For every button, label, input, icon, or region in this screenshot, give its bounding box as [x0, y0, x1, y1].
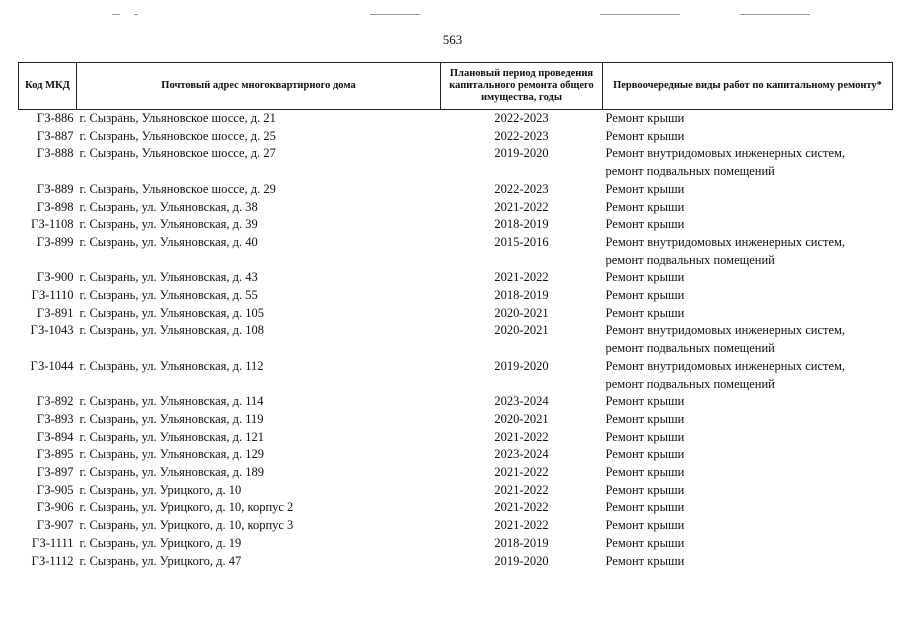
cell-works: [603, 393, 893, 411]
table-row: [19, 464, 893, 482]
cell-works: [603, 305, 893, 323]
work-line: Ремонт крыши: [605, 482, 685, 497]
table-row: [19, 287, 893, 305]
work-line: Ремонт крыши: [605, 199, 685, 214]
cell-works: [603, 110, 893, 128]
cell-code: ГЗ-888: [36, 146, 74, 161]
cell-period: 2020-2021: [494, 305, 549, 320]
cell-works: [603, 216, 893, 234]
cell-address: г. Сызрань, ул. Урицкого, д. 19: [79, 535, 242, 550]
cell-period: 2023-2024: [494, 394, 549, 409]
cell-address: г. Сызрань, Ульяновское шоссе, д. 25: [79, 128, 276, 143]
cell-code: ГЗ-887: [36, 128, 74, 143]
cell-address: г. Сызрань, ул. Урицкого, д. 10, корпус 2: [79, 500, 294, 515]
work-line: Ремонт крыши: [605, 394, 685, 409]
cell-works: [603, 322, 893, 357]
cell-period: 2023-2024: [494, 447, 549, 462]
cell-code: ГЗ-898: [36, 199, 74, 214]
cell-period: 2022-2023: [494, 128, 549, 143]
cell-period: 2019-2020: [494, 358, 549, 373]
table-row: [19, 305, 893, 323]
cell-works: [603, 234, 893, 269]
cell-period: 2021-2022: [494, 500, 549, 515]
cell-code: ГЗ-897: [36, 465, 74, 480]
cell-works: [603, 553, 893, 571]
cell-period: 2021-2022: [494, 482, 549, 497]
cell-code: ГЗ-891: [36, 305, 74, 320]
table-row: [19, 535, 893, 553]
header-works: Первоочередные виды работ по капитальному ремонту*: [603, 63, 893, 110]
table-row: [19, 429, 893, 447]
cell-code: ГЗ-900: [36, 270, 74, 285]
cell-address: г. Сызрань, ул. Ульяновская, д. 114: [79, 394, 264, 409]
work-line: Ремонт крыши: [605, 553, 685, 568]
work-line: Ремонт крыши: [605, 411, 685, 426]
cell-works: [603, 411, 893, 429]
table-row: [19, 411, 893, 429]
work-line: Ремонт крыши: [605, 288, 685, 303]
cell-period: 2022-2023: [494, 111, 549, 125]
work-line: Ремонт крыши: [605, 500, 685, 515]
work-line: Ремонт крыши: [605, 111, 685, 125]
cell-address: г. Сызрань, ул. Ульяновская, д. 43: [79, 270, 258, 285]
table-header-row: [19, 63, 893, 110]
cell-period: 2021-2022: [494, 465, 549, 480]
work-line: Ремонт внутридомовых инженерных систем,: [605, 323, 846, 338]
work-line: Ремонт крыши: [605, 535, 685, 550]
work-line: Ремонт крыши: [605, 270, 685, 285]
table-row: [19, 482, 893, 500]
table-row: [19, 269, 893, 287]
cell-address: г. Сызрань, ул. Ульяновская, д. 38: [79, 199, 258, 214]
header-address: Почтовый адрес многоквартирного дома: [77, 63, 441, 110]
cell-period: 2018-2019: [494, 288, 549, 303]
cell-works: [603, 517, 893, 535]
work-line: ремонт подвальных помещений: [605, 376, 775, 391]
cell-period: 2021-2022: [494, 429, 549, 444]
cell-code: ГЗ-899: [36, 234, 74, 249]
cell-address: г. Сызрань, ул. Ульяновская, д. 39: [79, 217, 258, 232]
cell-address: г. Сызрань, ул. Ульяновская, д. 129: [79, 447, 265, 462]
cell-code: ГЗ-889: [36, 181, 74, 196]
page-number: 563: [442, 32, 463, 47]
capital-repair-table: [18, 62, 893, 570]
cell-period: 2019-2020: [494, 553, 549, 568]
cell-works: [603, 145, 893, 180]
cell-code: ГЗ-895: [36, 447, 74, 462]
table-row: [19, 128, 893, 146]
cell-period: 2021-2022: [494, 518, 549, 533]
table-row: [19, 181, 893, 199]
cell-address: г. Сызрань, ул. Ульяновская, д. 108: [79, 323, 265, 338]
scan-artifact-dash: [740, 14, 810, 15]
cell-works: [603, 358, 893, 393]
table-row: [19, 199, 893, 217]
cell-works: [603, 499, 893, 517]
work-line: ремонт подвальных помещений: [605, 341, 775, 356]
cell-works: [603, 181, 893, 199]
table-row: [19, 234, 893, 269]
table-row: [19, 393, 893, 411]
cell-address: г. Сызрань, Ульяновское шоссе, д. 21: [79, 111, 276, 125]
cell-address: г. Сызрань, Ульяновское шоссе, д. 29: [79, 181, 276, 196]
work-line: Ремонт крыши: [605, 305, 685, 320]
cell-period: 2021-2022: [494, 199, 549, 214]
table-body: [19, 110, 893, 571]
scan-artifact-dash: [600, 14, 680, 15]
work-line: Ремонт крыши: [605, 465, 685, 480]
work-line: Ремонт крыши: [605, 128, 685, 143]
cell-code: ГЗ-906: [36, 500, 74, 515]
table-row: [19, 145, 893, 180]
cell-code: ГЗ-893: [36, 411, 74, 426]
work-line: Ремонт внутридомовых инженерных систем,: [605, 358, 846, 373]
work-line: Ремонт внутридомовых инженерных систем,: [605, 146, 846, 161]
scan-artifact-dash: [134, 14, 138, 15]
scan-artifact-dash: [112, 14, 120, 15]
cell-period: 2020-2021: [494, 411, 549, 426]
cell-address: г. Сызрань, ул. Ульяновская, д. 105: [79, 305, 265, 320]
cell-works: [603, 535, 893, 553]
work-line: Ремонт крыши: [605, 181, 685, 196]
cell-code: ГЗ-894: [36, 429, 74, 444]
cell-address: г. Сызрань, ул. Ульяновская, д. 40: [79, 234, 258, 249]
work-line: ремонт подвальных помещений: [605, 252, 775, 267]
cell-code: ГЗ-892: [36, 394, 74, 409]
cell-works: [603, 429, 893, 447]
cell-address: г. Сызрань, ул. Ульяновская, д. 112: [79, 358, 264, 373]
cell-code: ГЗ-905: [36, 482, 74, 497]
cell-code: ГЗ-1112: [31, 553, 74, 568]
cell-code: ГЗ-1044: [30, 358, 74, 373]
cell-address: г. Сызрань, ул. Ульяновская, д. 189: [79, 465, 265, 480]
cell-works: [603, 482, 893, 500]
work-line: Ремонт крыши: [605, 217, 685, 232]
cell-period: 2020-2021: [494, 323, 549, 338]
cell-code: ГЗ-1043: [30, 323, 74, 338]
cell-works: [603, 446, 893, 464]
cell-code: ГЗ-1111: [31, 535, 74, 550]
cell-address: г. Сызрань, ул. Урицкого, д. 47: [79, 553, 242, 568]
cell-works: [603, 287, 893, 305]
table-row: [19, 553, 893, 571]
table-row: [19, 358, 893, 393]
work-line: ремонт подвальных помещений: [605, 164, 775, 179]
cell-code: ГЗ-907: [36, 518, 74, 533]
cell-address: г. Сызрань, ул. Урицкого, д. 10: [79, 482, 242, 497]
cell-code: ГЗ-1110: [31, 288, 74, 303]
table-row: [19, 517, 893, 535]
cell-address: г. Сызрань, ул. Ульяновская, д. 119: [79, 411, 264, 426]
cell-period: 2019-2020: [494, 146, 549, 161]
cell-period: 2015-2016: [494, 234, 549, 249]
cell-works: [603, 464, 893, 482]
cell-address: г. Сызрань, ул. Ульяновская, д. 121: [79, 429, 265, 444]
cell-code: ГЗ-1108: [31, 217, 74, 232]
table-row: [19, 322, 893, 357]
cell-period: 2018-2019: [494, 535, 549, 550]
cell-code: ГЗ-886: [36, 111, 74, 125]
work-line: Ремонт крыши: [605, 447, 685, 462]
table-row: [19, 446, 893, 464]
work-line: Ремонт крыши: [605, 518, 685, 533]
cell-works: [603, 199, 893, 217]
table-row: [19, 216, 893, 234]
cell-period: 2018-2019: [494, 217, 549, 232]
header-code: Код МКД: [19, 63, 77, 110]
cell-period: 2021-2022: [494, 270, 549, 285]
cell-works: [603, 128, 893, 146]
work-line: Ремонт крыши: [605, 429, 685, 444]
cell-address: г. Сызрань, Ульяновское шоссе, д. 27: [79, 146, 276, 161]
cell-works: [603, 269, 893, 287]
scan-artifact-dash: [370, 14, 420, 15]
cell-address: г. Сызрань, ул. Урицкого, д. 10, корпус 3: [79, 518, 294, 533]
table-row: [19, 110, 893, 128]
work-line: Ремонт внутридомовых инженерных систем,: [605, 234, 846, 249]
cell-period: 2022-2023: [494, 181, 549, 196]
table-row: [19, 499, 893, 517]
cell-address: г. Сызрань, ул. Ульяновская, д. 55: [79, 288, 258, 303]
header-period: Плановый период проведения капитального ремонта общего имущества, годы: [441, 63, 603, 110]
